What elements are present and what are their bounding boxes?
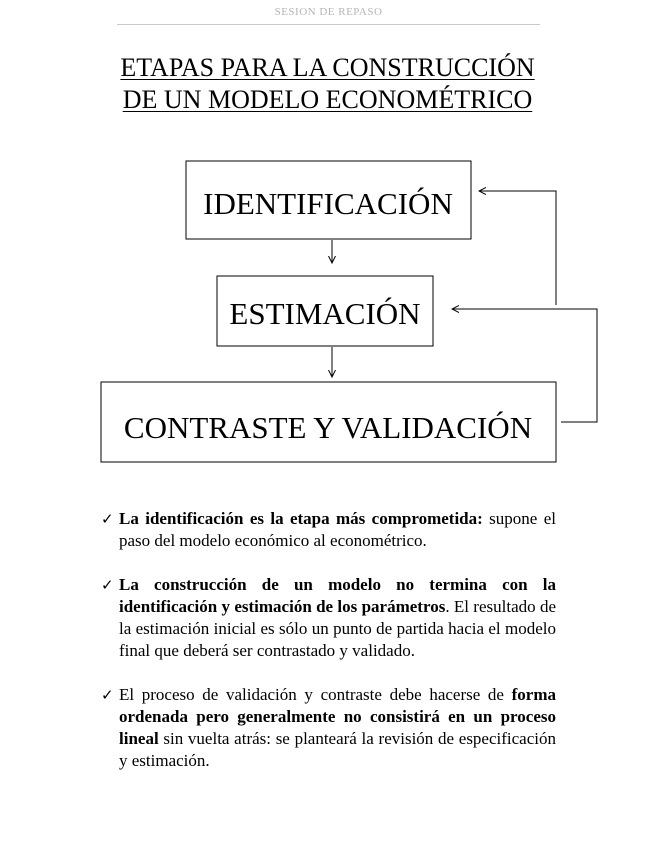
check-icon: ✓ [101, 510, 114, 528]
bullet-1-text: supone el paso del modelo económico al econométrico. [119, 509, 556, 550]
bullet-list [101, 508, 556, 794]
title-line-2: DE UN MODELO ECONOMÉTRICO [122, 85, 533, 114]
feedback-arrow-to-estimacion [452, 309, 597, 422]
bullet-2-bold: La construcción de un modelo no termina con la identificación y estimación de los parámetros [119, 575, 556, 616]
bullet-item-1 [101, 508, 556, 552]
identificacion-label: IDENTIFICACIÓN [203, 186, 453, 221]
contraste-label: CONTRASTE Y VALIDACIÓN [123, 410, 533, 445]
check-icon: ✓ [101, 576, 114, 594]
bullet-2-text: . El resultado de la estimación inicial es sólo un punto de partida hacia el modelo final que deberá ser contrastado y validado. [119, 597, 556, 660]
bullet-3-text: sin vuelta atrás: se planteará la revisión de especificación y estimación. [119, 729, 556, 770]
bullet-3-bold: forma ordenada pero generalmente no consistirá en un proceso lineal [119, 685, 556, 748]
page-header: SESION DE REPASO [274, 6, 383, 18]
bullet-3-pre: El proceso de validación y contraste debe hacerse de [119, 685, 512, 704]
bullet-1-bold: La identificación es la etapa más comprometida: [119, 509, 483, 528]
estimacion-label: ESTIMACIÓN [229, 296, 421, 331]
bullet-item-3 [101, 684, 556, 772]
title-line-1: ETAPAS PARA LA CONSTRUCCIÓN [120, 53, 535, 82]
bullet-item-2 [101, 574, 556, 662]
feedback-arrow-to-identificacion [479, 191, 556, 305]
check-icon: ✓ [101, 686, 114, 704]
